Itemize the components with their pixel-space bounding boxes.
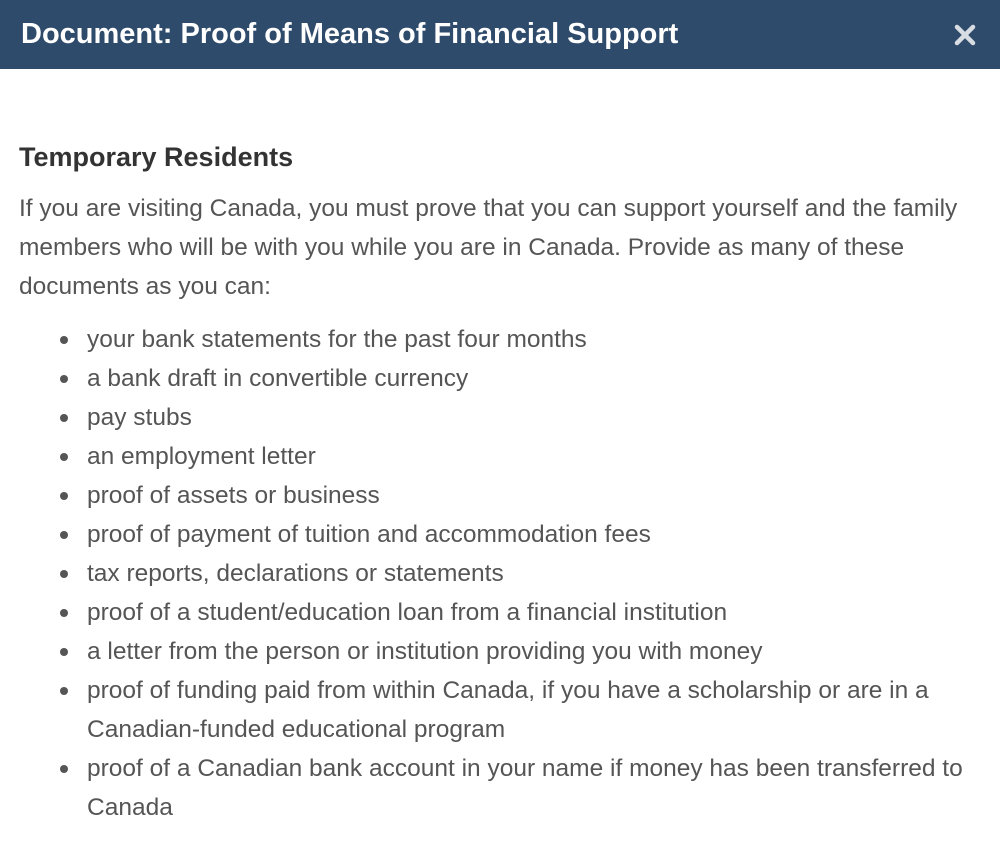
dialog-title: Document: Proof of Means of Financial Support bbox=[21, 18, 679, 50]
list-item bbox=[60, 359, 976, 398]
list-item bbox=[60, 671, 976, 749]
list-item bbox=[60, 593, 976, 632]
bullet bbox=[60, 414, 68, 422]
bullet bbox=[60, 648, 68, 656]
list-item bbox=[60, 398, 976, 437]
list-item bbox=[60, 320, 976, 359]
list-item-text: an employment letter bbox=[87, 443, 316, 470]
close-icon bbox=[953, 23, 977, 47]
list-item bbox=[60, 632, 976, 671]
list-item-text: a letter from the person or institution providing you with money bbox=[87, 638, 763, 665]
list-item-text: pay stubs bbox=[87, 404, 192, 431]
document-list bbox=[19, 320, 976, 827]
dialog-body bbox=[0, 69, 1000, 827]
list-item-text: proof of funding paid from within Canada, if you have a scholarship or are in a Canadian-funded educational program bbox=[87, 677, 929, 743]
list-item-text: your bank statements for the past four months bbox=[87, 326, 587, 353]
list-item-text: a bank draft in convertible currency bbox=[87, 365, 469, 392]
section-heading: Temporary Residents bbox=[19, 142, 294, 172]
close-button[interactable] bbox=[950, 20, 980, 50]
bullet bbox=[60, 531, 68, 539]
bullet bbox=[60, 453, 68, 461]
bullet bbox=[60, 492, 68, 500]
bullet bbox=[60, 375, 68, 383]
list-item bbox=[60, 554, 976, 593]
list-item-text: proof of a student/education loan from a financial institution bbox=[87, 599, 728, 626]
list-item bbox=[60, 437, 976, 476]
bullet bbox=[60, 570, 68, 578]
list-item-text: tax reports, declarations or statements bbox=[87, 560, 504, 587]
list-item bbox=[60, 749, 976, 827]
list-item-text: proof of assets or business bbox=[87, 482, 380, 509]
bullet bbox=[60, 765, 68, 773]
bullet bbox=[60, 336, 68, 344]
dialog-header bbox=[0, 0, 1000, 69]
list-item-text: proof of a Canadian bank account in your name if money has been transferred to Canada bbox=[87, 755, 963, 821]
bullet bbox=[60, 609, 68, 617]
list-item bbox=[60, 476, 976, 515]
intro-paragraph: If you are visiting Canada, you must prove that you can support yourself and the family members who will be with you while you are in Canada. Provide as many of these documents as you can: bbox=[19, 195, 958, 300]
list-item-text: proof of payment of tuition and accommodation fees bbox=[87, 521, 651, 548]
bullet bbox=[60, 687, 68, 695]
list-item bbox=[60, 515, 976, 554]
